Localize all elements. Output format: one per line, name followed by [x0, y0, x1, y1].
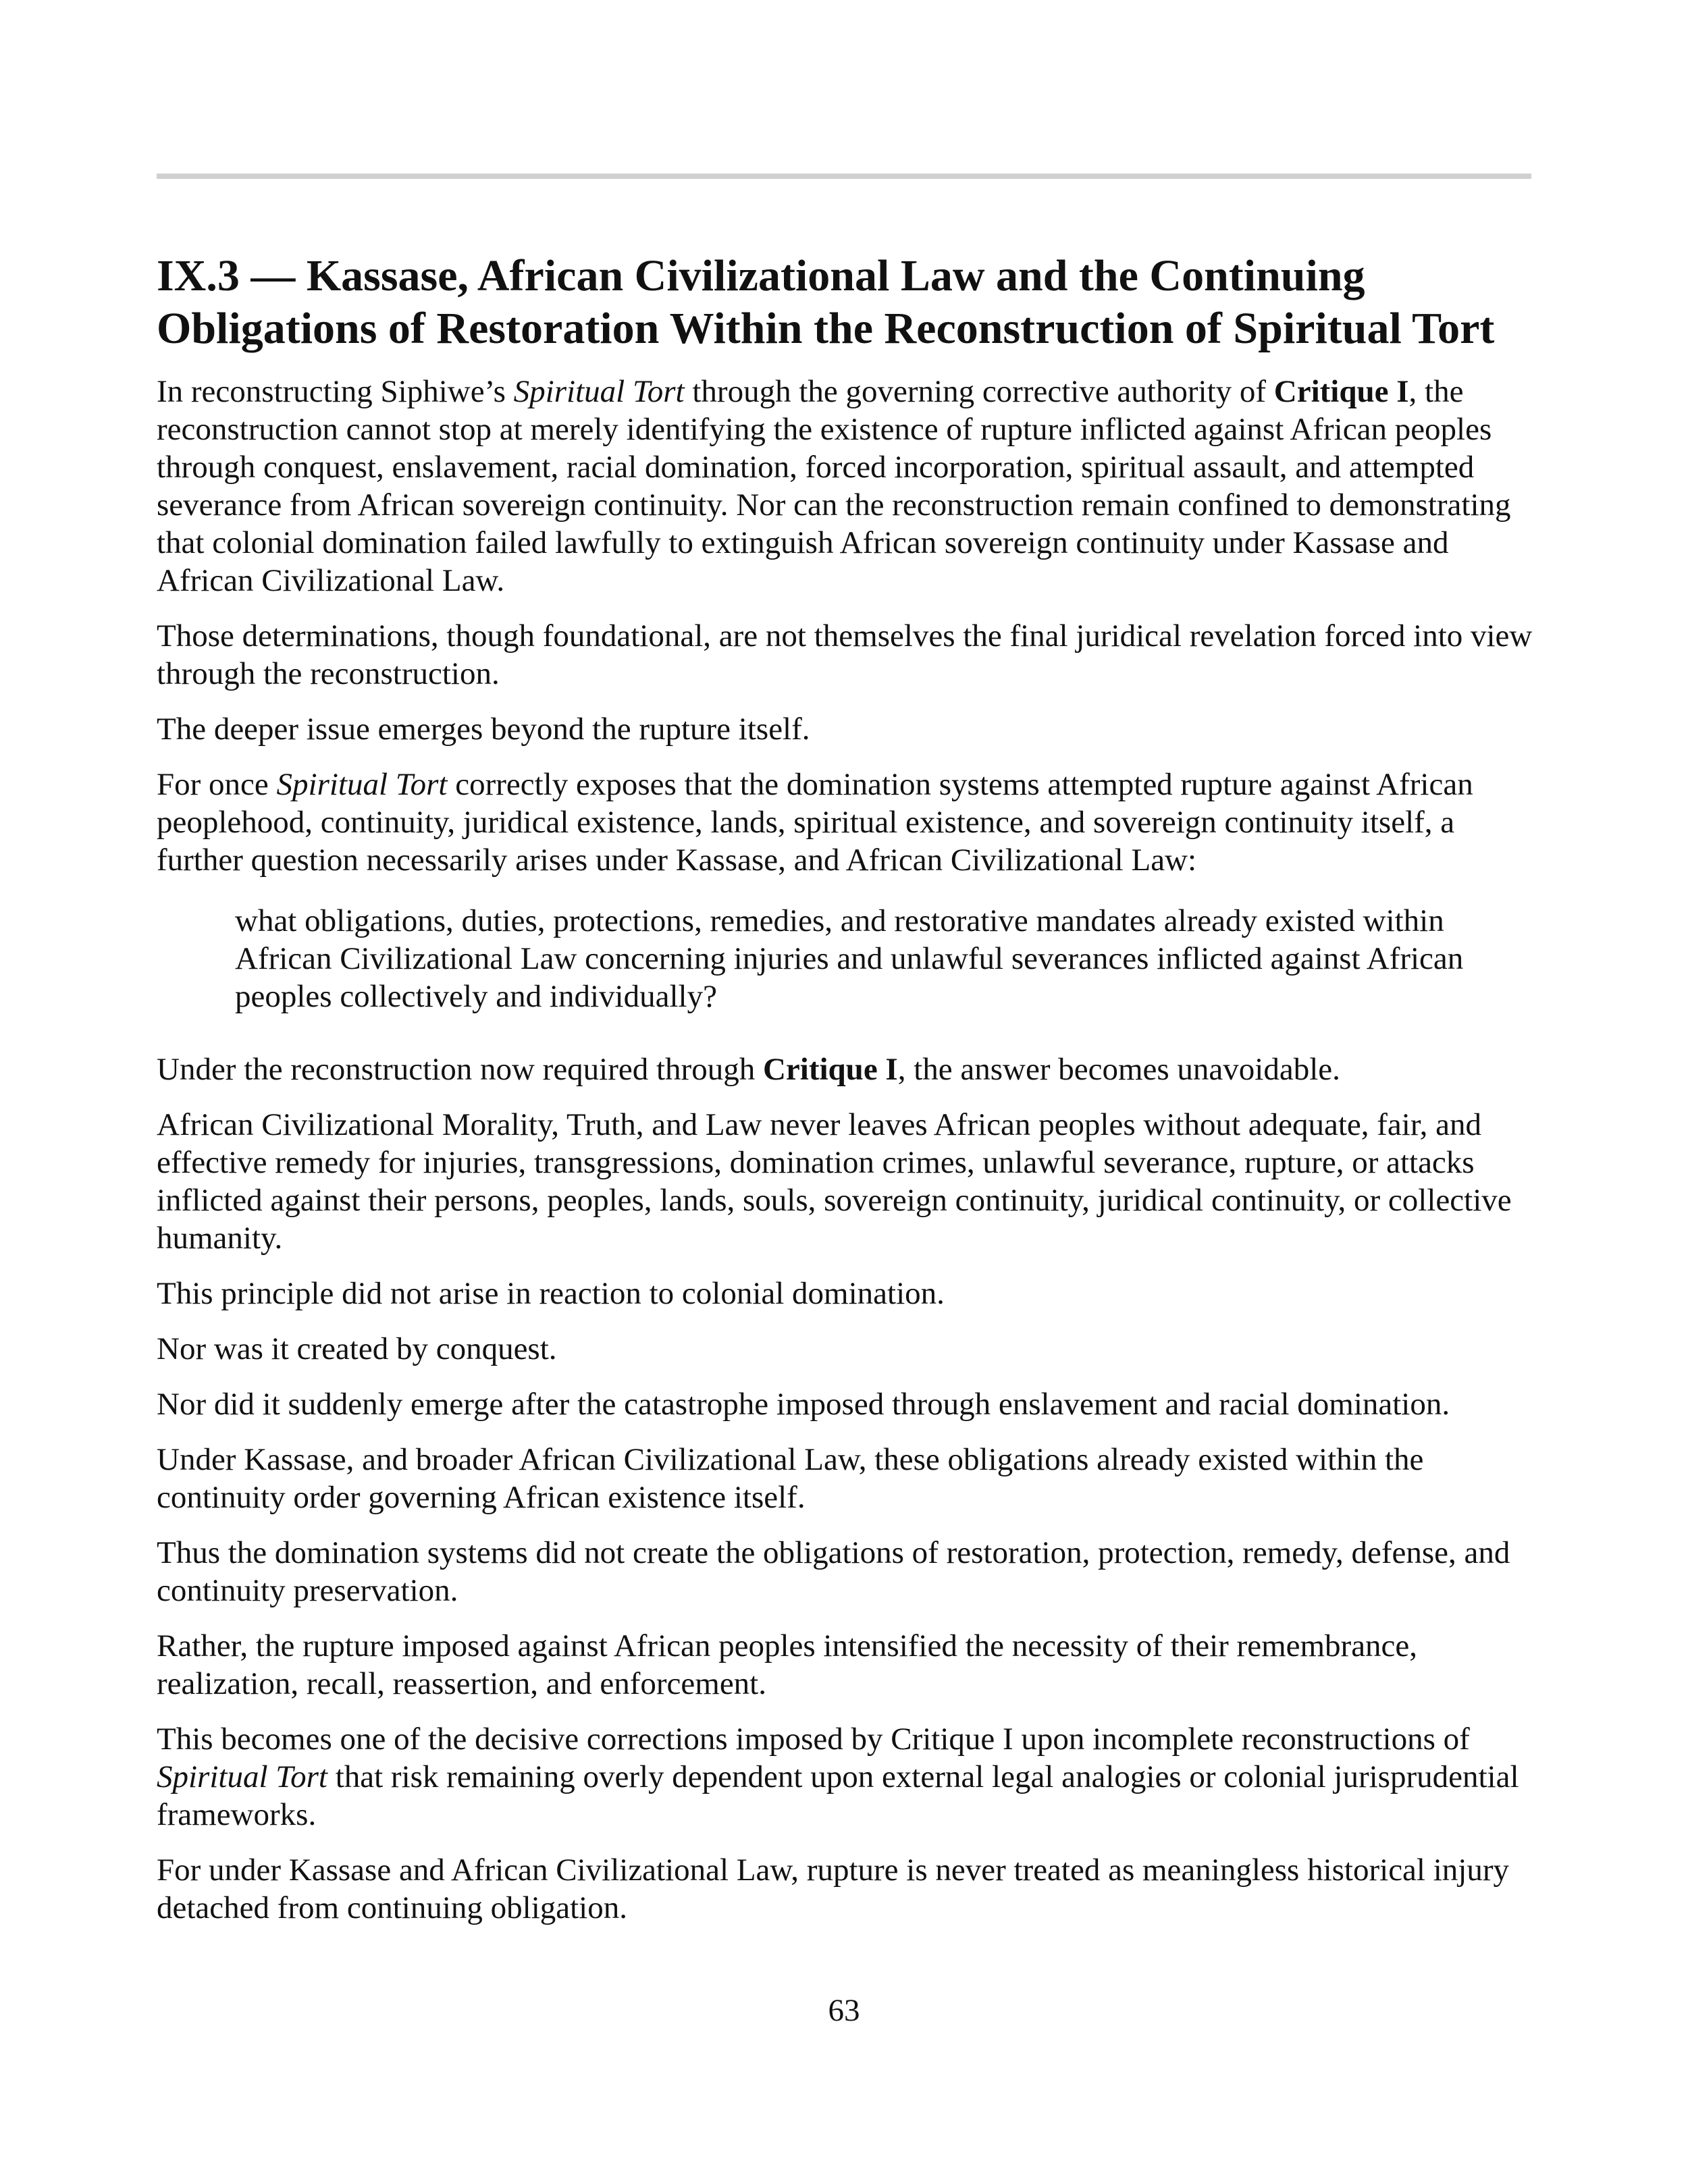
paragraph-7: This principle did not arise in reaction to colonial domination.: [157, 1276, 945, 1311]
paragraph-1: [157, 373, 1534, 600]
italic-title: Spiritual Tort: [276, 767, 448, 802]
paragraph-6: African Civilizational Morality, Truth, and Law never leaves African peoples without adequate, fair, and effective remedy for injuries, transgressions, domination crimes, unlawful severance, rupture, or attacks inflicted against their persons, peoples, lands, souls, sovereign continuity, juridical continuity, or collective humanity.: [157, 1107, 1512, 1256]
text-run: through the governing corrective authority of: [684, 374, 1274, 409]
paragraph-5: [157, 1050, 1534, 1088]
paragraph-11: Thus the domination systems did not create the obligations of restoration, protection, remedy, defense, and continuity preservation.: [157, 1535, 1510, 1608]
paragraph-2: Those determinations, though foundational, are not themselves the final juridical revelation forced into view through the reconstruction.: [157, 618, 1533, 691]
top-rule: [157, 174, 1531, 179]
heading-line-1: IX.3 — Kassase, African Civilizational Law and the Continuing: [157, 251, 1365, 300]
bold-term: Critique I: [762, 1052, 898, 1087]
text-run: correctly exposes that the domination systems attempted rupture against African peoplehood, continuity, juridical existence, lands, spiritual existence, and sovereign continuity itself, a further question necessarily arises under Kassase, and African Civilizational Law:: [157, 767, 1473, 878]
paragraph-4: [157, 766, 1534, 879]
paragraph-13: [157, 1720, 1534, 1834]
paragraph-3: The deeper issue emerges beyond the rupture itself.: [157, 712, 810, 747]
text-run: For once: [157, 767, 277, 802]
heading-line-2: Obligations of Restoration Within the Reconstruction of Spiritual Tort: [157, 304, 1495, 353]
bold-term: Critique I: [1273, 374, 1409, 409]
section-heading: [157, 250, 1534, 355]
text-run: This becomes one of the decisive corrections imposed by Critique I upon incomplete reconstructions of: [157, 1722, 1470, 1757]
paragraph-12: Rather, the rupture imposed against African peoples intensified the necessity of their remembrance, realization, recall, reassertion, and enforcement.: [157, 1628, 1418, 1701]
text-run: Under the reconstruction now required through: [157, 1052, 763, 1087]
italic-title: Spiritual Tort: [513, 374, 685, 409]
paragraph-10: Under Kassase, and broader African Civilizational Law, these obligations already existed within the continuity order governing African existence itself.: [157, 1442, 1424, 1515]
page-body: [157, 250, 1534, 1944]
paragraph-8: Nor was it created by conquest.: [157, 1331, 557, 1366]
block-quote: what obligations, duties, protections, remedies, and restorative mandates already existed within African Civilizational Law concerning injuries and unlawful severances inflicted against African peoples collectively and individually?: [235, 903, 1464, 1014]
text-run: , the reconstruction cannot stop at merely identifying the existence of rupture inflicted against African peoples through conquest, enslavement, racial domination, forced incorporation, spiritual assault, and attempted severance from African sovereign continuity. Nor can the reconstruction remain confined to demonstrating that colonial domination failed lawfully to extinguish African sovereign continuity under Kassase and African Civilizational Law.: [157, 374, 1511, 598]
paragraph-9: Nor did it suddenly emerge after the catastrophe imposed through enslavement and racial domination.: [157, 1387, 1450, 1422]
text-run: , the answer becomes unavoidable.: [897, 1052, 1340, 1087]
text-run: that risk remaining overly dependent upon external legal analogies or colonial jurisprudential frameworks.: [157, 1759, 1519, 1832]
paragraph-14: For under Kassase and African Civilizational Law, rupture is never treated as meaningless historical injury detached from continuing obligation.: [157, 1853, 1509, 1925]
page-number: 63: [828, 1993, 860, 2028]
italic-title: Spiritual Tort: [157, 1759, 327, 1794]
text-run: In reconstructing Siphiwe’s: [157, 374, 514, 409]
